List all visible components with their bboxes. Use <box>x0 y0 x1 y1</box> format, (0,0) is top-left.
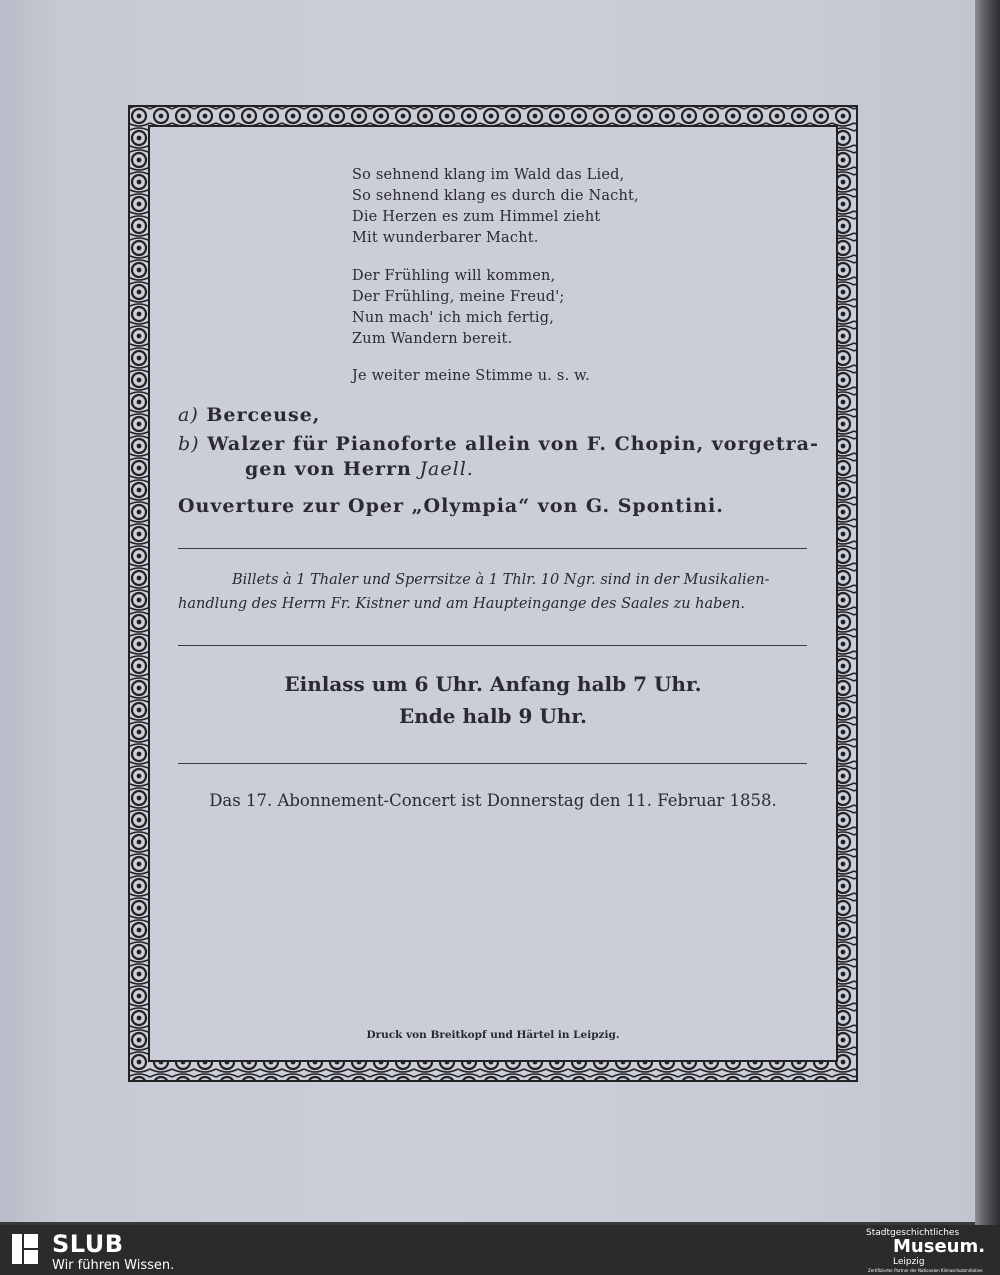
printer-imprint: Druck von Breitkopf und Härtel in Leipzig. <box>366 1029 620 1041</box>
program-item-a <box>178 404 320 426</box>
program-overture: Ouverture zur Oper „Olympia“ von G. Spontini. <box>178 495 724 517</box>
item-b-marker: b) <box>178 433 200 455</box>
item-a-title: Berceuse, <box>206 404 321 426</box>
poem-line: Nun mach' ich mich fertig, <box>352 310 555 326</box>
divider <box>178 548 807 549</box>
divider <box>178 645 807 646</box>
footer-bar <box>0 1225 1000 1275</box>
museum-city: Leipzig <box>893 1257 925 1267</box>
poem-line: Zum Wandern bereit. <box>352 331 513 347</box>
slub-tagline: Wir führen Wissen. <box>52 1258 175 1273</box>
poem-line: Der Frühling, meine Freud'; <box>352 289 565 305</box>
poem-stanza-1 <box>352 165 639 249</box>
poem-line: So sehnend klang im Wald das Lied, <box>352 167 625 183</box>
poem-line: Mit wunderbarer Macht. <box>352 230 539 246</box>
poem-line: Der Frühling will kommen, <box>352 268 556 284</box>
next-concert-notice: Das 17. Abonnement-Concert ist Donnerstag den 11. Februar 1858. <box>209 791 777 810</box>
slub-name[interactable]: SLUB <box>52 1230 124 1258</box>
program-item-b-continued <box>245 458 474 480</box>
poem-closing-line: Je weiter meine Stimme u. s. w. <box>352 368 590 384</box>
museum-name[interactable]: Museum. <box>893 1236 986 1257</box>
poem-line: Die Herzen es zum Himmel zieht <box>352 209 601 225</box>
museum-partner-note: Zertifizierter Partner der Nationalen Klimaschutzinitiative <box>868 1268 983 1273</box>
item-a-marker: a) <box>178 404 199 426</box>
item-b-line2: gen von Herrn <box>245 458 420 480</box>
poem-closing <box>352 366 590 387</box>
slub-logo-icon[interactable] <box>12 1234 38 1264</box>
tickets-line-1: Billets à 1 Thaler und Sperrsitze à 1 Thlr. 10 Ngr. sind in der Musikalien- <box>232 572 770 588</box>
poem-line: So sehnend klang es durch die Nacht, <box>352 188 639 204</box>
item-b-title: Walzer für Pianoforte allein von F. Chopin, vorgetra- <box>207 433 819 455</box>
item-b-performer: Jaell. <box>419 458 474 480</box>
times-line-1: Einlass um 6 Uhr. Anfang halb 7 Uhr. <box>284 672 702 696</box>
times-line-2: Ende halb 9 Uhr. <box>398 704 588 728</box>
museum-small-label: Stadtgeschichtliches <box>866 1228 960 1238</box>
poem-stanza-2 <box>352 266 565 350</box>
divider <box>178 763 807 764</box>
program-item-b <box>178 433 819 455</box>
tickets-line-2: handlung des Herrn Fr. Kistner und am Haupteingange des Saales zu haben. <box>178 596 745 612</box>
